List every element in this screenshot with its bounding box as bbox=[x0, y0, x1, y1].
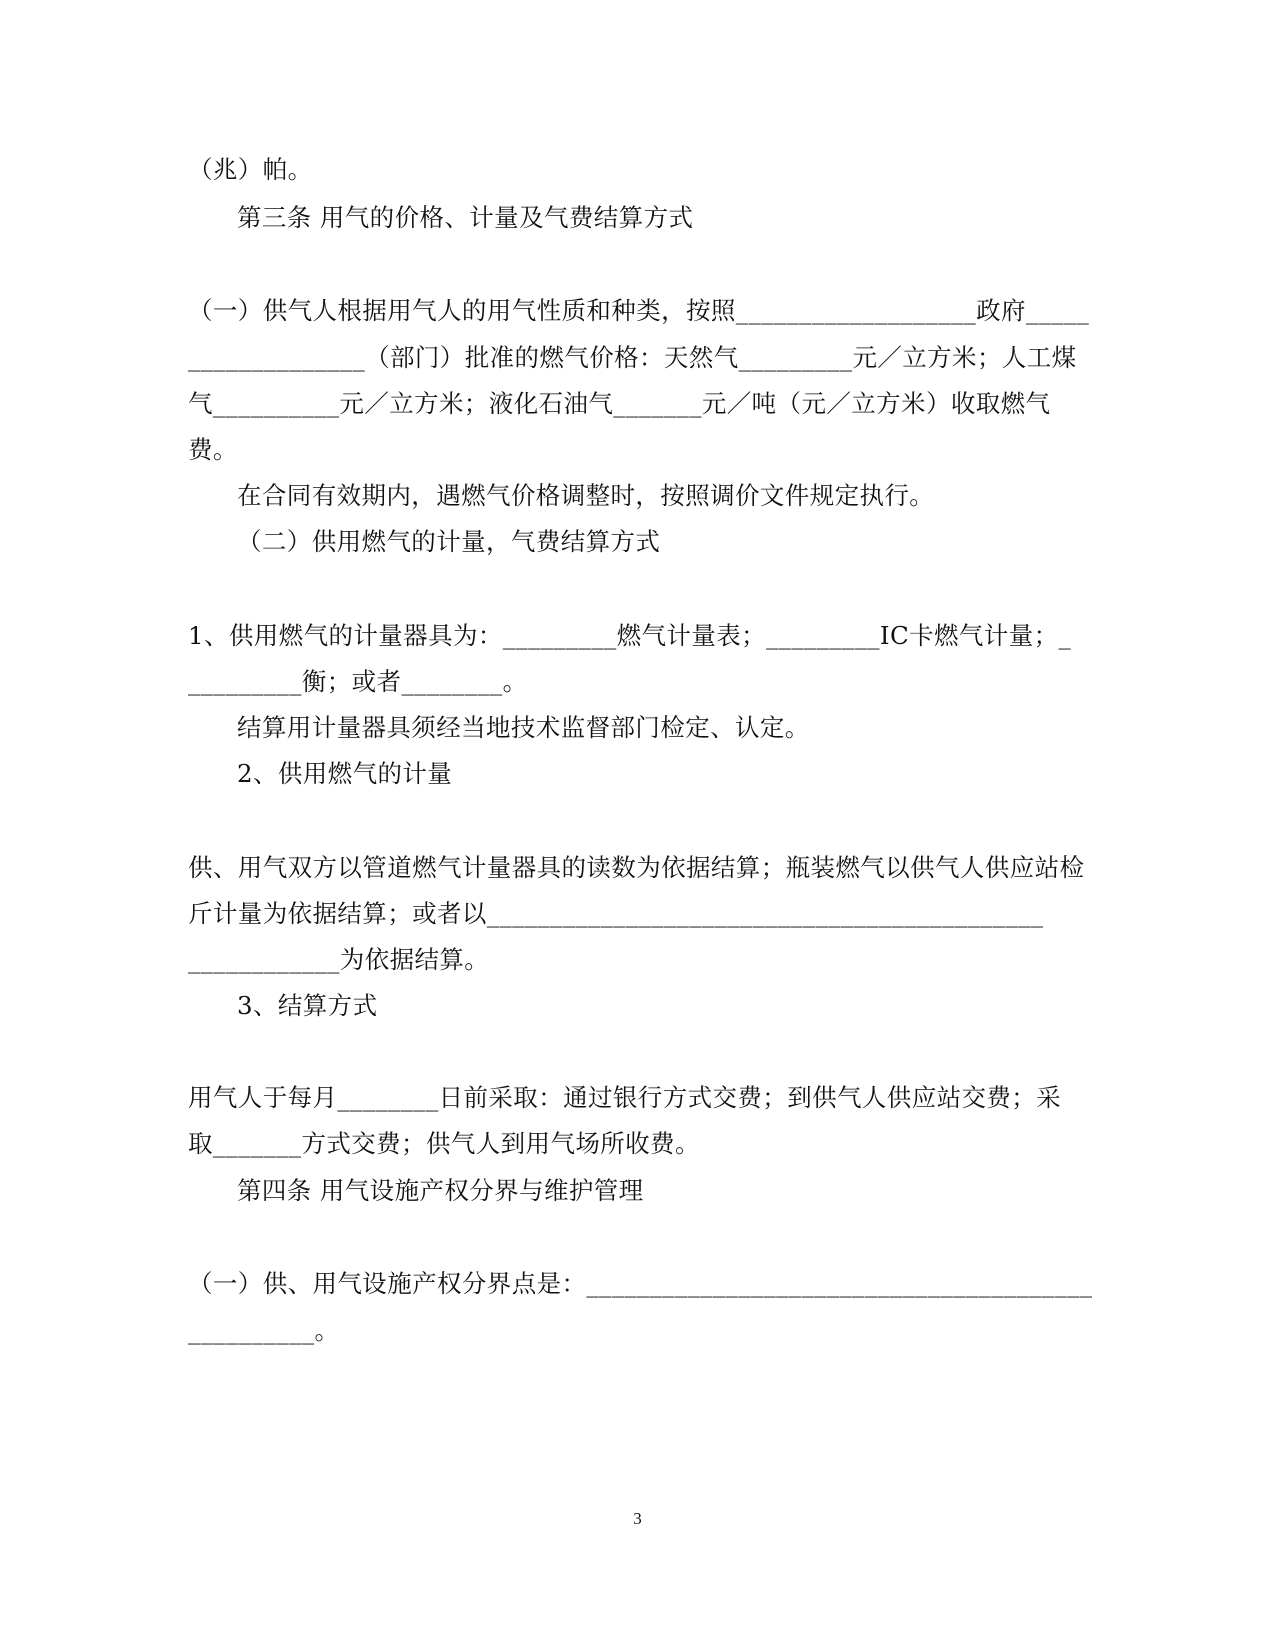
text-line-15: ____________为依据结算。 bbox=[188, 945, 490, 974]
text-line-7: 在合同有效期内，遇燃气价格调整时，按照调价文件规定执行。 bbox=[237, 481, 935, 510]
article-4-heading: 第四条 用气设施产权分界与维护管理 bbox=[237, 1176, 644, 1205]
text-line-1: （兆）帕。 bbox=[188, 155, 313, 184]
text-line-14: 斤计量为依据结算；或者以____________________________________________ bbox=[188, 899, 1044, 928]
text-line-13: 供、用气双方以管道燃气计量器具的读数为依据结算；瓶装燃气以供气人供应站检 bbox=[188, 853, 1085, 882]
text-line-17: 用气人于每月________日前采取：通过银行方式交费；到供气人供应站交费；采 bbox=[188, 1083, 1062, 1112]
text-line-9: 1、供用燃气的计量器具为：_________燃气计量表；_________IC卡燃气计量；_ bbox=[188, 621, 1072, 650]
section-2-heading: （二）供用燃气的计量，气费结算方式 bbox=[237, 527, 661, 556]
page-number: 3 bbox=[633, 1509, 642, 1528]
text-line-11: 结算用计量器具须经当地技术监督部门检定、认定。 bbox=[237, 713, 810, 742]
text-line-5: 气__________元／立方米；液化石油气_______元／吨（元／立方米）收取燃气 bbox=[188, 389, 1051, 418]
text-line-3: （一）供气人根据用气人的用气性质和种类，按照___________________政府_____ bbox=[188, 296, 1090, 325]
text-line-6: 费。 bbox=[188, 435, 238, 464]
text-line-20: （一）供、用气设施产权分界点是：________________________________________ bbox=[188, 1269, 1093, 1298]
article-3-heading: 第三条 用气的价格、计量及气费结算方式 bbox=[237, 203, 694, 232]
text-line-21: __________。 bbox=[188, 1316, 340, 1345]
text-line-4: ______________（部门）批准的燃气价格：天然气_________元／立方米；人工煤 bbox=[188, 343, 1077, 372]
text-line-18: 取_______方式交费；供气人到用气场所收费。 bbox=[188, 1129, 700, 1158]
item-3-heading: 3、结算方式 bbox=[237, 991, 378, 1020]
text-line-10: _________衡；或者________。 bbox=[188, 667, 528, 696]
item-2-heading: 2、供用燃气的计量 bbox=[237, 759, 453, 788]
